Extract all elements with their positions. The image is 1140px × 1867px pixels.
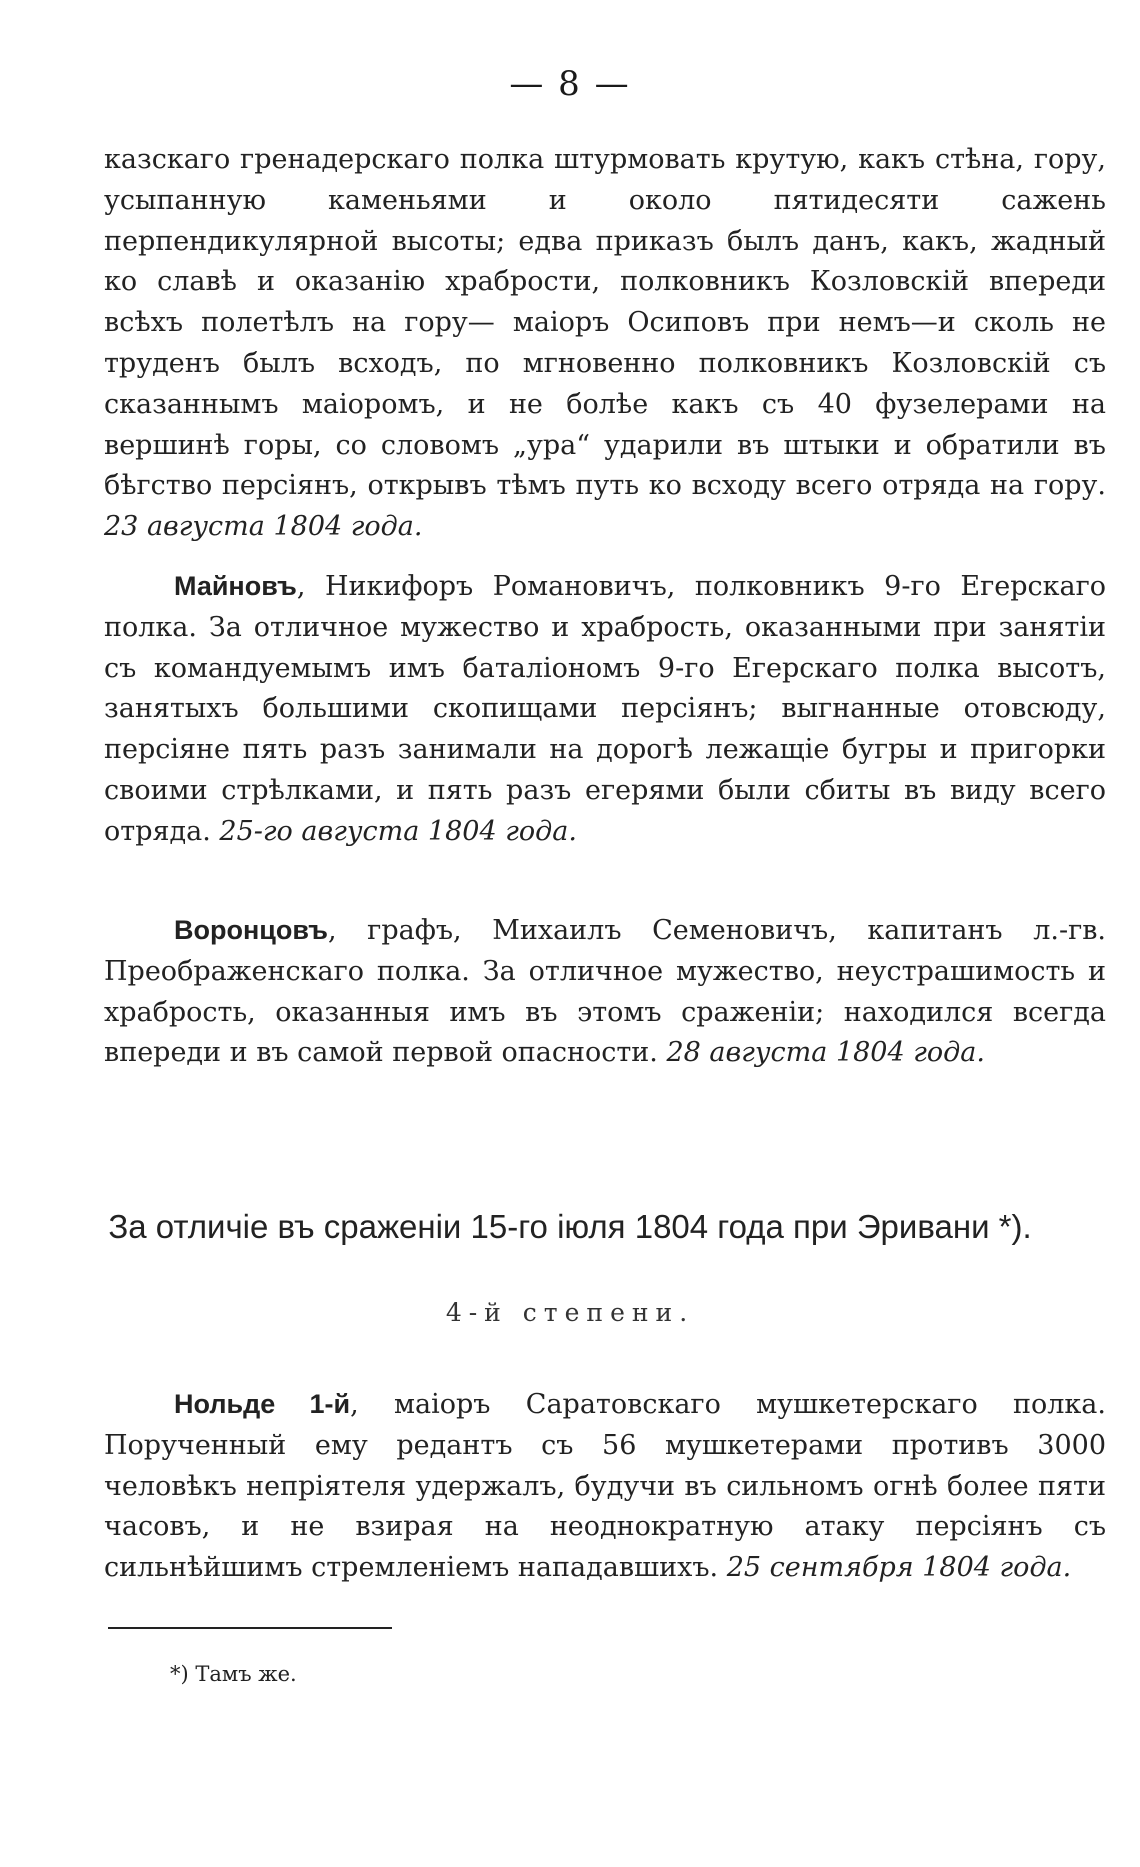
entry-text: , графъ, Михаилъ Семеновичъ, капитанъ л.-гв. Преображенскаго полка. За отличное мужество, неустрашимость и храбрость, оказанныя имъ въ этомъ сраженіи; находился всегда впереди и въ самой первой опасности. [104,915,1106,1069]
entry-date: 28 августа 1804 года. [666,1037,985,1069]
footnote: *) Тамъ же. [170,1662,297,1686]
entry-name: Воронцовъ [174,915,328,945]
intro-paragraph [104,140,1106,548]
entry-nolde [104,1384,1106,1589]
entry-vorontsov-block [104,910,1106,1074]
entry-text: , Никифоръ Романовичъ, полковникъ 9-го Егерскаго полка. За отличное мужество и храбрость, оказанными при занятіи съ командуемымъ имъ баталіономъ 9-го Егерскаго полка высотъ, занятыхъ большими скопищами персіянъ; выгнанные отовсюду, персіяне пять разъ занимали на дорогѣ лежащіе бугры и пригорки своими стрѣлками, и пять разъ егерями были сбиты въ виду всего отряда. [104,571,1106,847]
entry-vorontsov [104,910,1106,1074]
page-number: — 8 — [509,64,631,104]
intro-paragraph-block [104,140,1106,548]
entry-name: Нольде 1-й [174,1389,351,1419]
section-heading: За отличіе въ сраженіи 15-го іюля 1804 года при Эривани *). [108,1208,1032,1245]
section-subheading: 4-й степени. [445,1298,695,1327]
entry-text: , маіоръ Саратовскаго мушкетерскаго полка. Порученный ему редантъ съ 56 мушкетерами противъ 3000 человѣкъ непріятеля удержалъ, будучи въ сильномъ огнѣ более пяти часовъ, и не взирая на неоднократную атаку персіянъ съ сильнѣйшимъ стремленіемъ нападавшихъ. [104,1389,1106,1584]
entry-date: 25 сентября 1804 года. [726,1552,1072,1584]
intro-date: 23 августа 1804 года. [104,511,423,543]
intro-text: казскаго гренадерскаго полка штурмовать крутую, какъ стѣна, гору, усыпанную каменьями и около пятидесяти сажень перпендикулярной высоты; едва приказъ былъ данъ, какъ, жадный ко славѣ и оказанію храбрости, полковникъ Козловскій впереди всѣхъ полетѣлъ на гору— маіоръ Осиповъ при немъ—и сколь не труденъ былъ всходъ, по мгновенно полковникъ Козловскій съ сказаннымъ маіоромъ, и не болѣе какъ съ 40 фузелерами на вершинѣ горы, со словомъ „ура“ ударили въ штыки и обратили въ бѣгство персіянъ, открывъ тѣмъ путь ко всходу всего отряда на гору. [104,144,1106,502]
entry-nolde-block [104,1384,1106,1589]
entry-date: 25-го августа 1804 года. [219,815,577,847]
entry-mainov-block [104,566,1106,853]
entry-mainov [104,566,1106,853]
entry-name: Майновъ [174,571,297,601]
footnote-rule [108,1627,392,1629]
